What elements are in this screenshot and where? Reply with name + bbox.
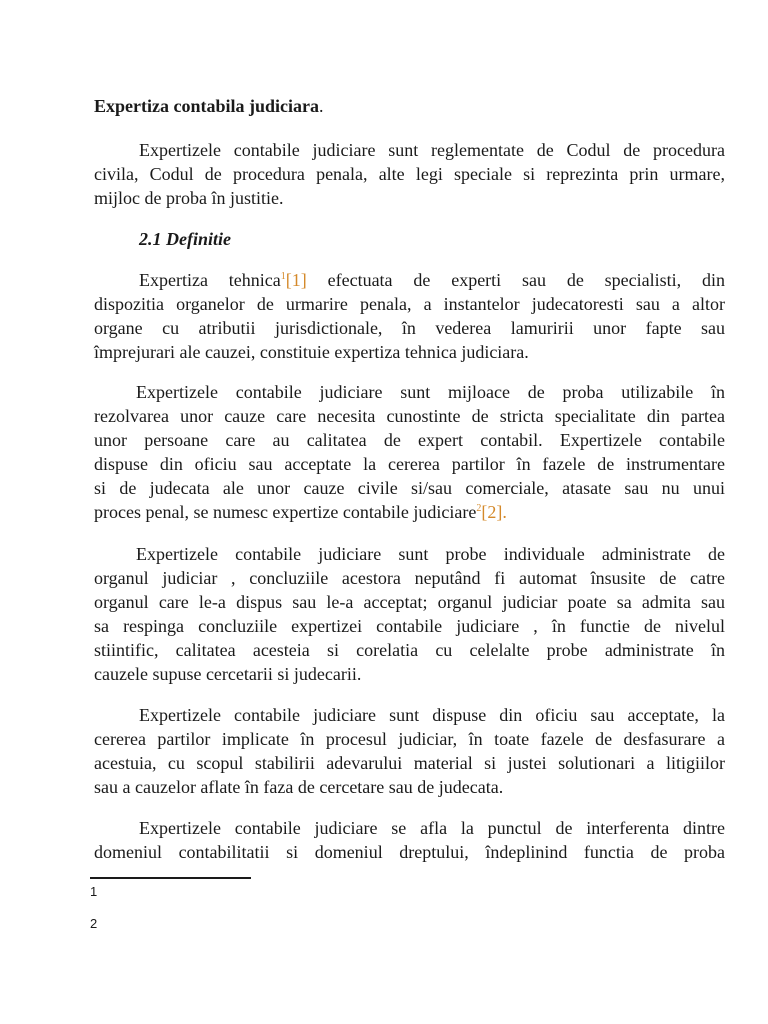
document-title-period: . bbox=[318, 96, 324, 116]
paragraph-intro bbox=[94, 138, 725, 210]
text-fragment: efectuata de experti sau de specialisti, din bbox=[306, 270, 725, 290]
text-line: unor persoane care au calitatea de expert contabil. Expertizele contabile bbox=[94, 430, 725, 450]
paragraph-definition bbox=[94, 268, 725, 364]
text-line: Expertizele contabile judiciare sunt probe individuale administrate de bbox=[136, 544, 725, 564]
paragraph-interference bbox=[94, 816, 725, 864]
text-line: acestuia, cu scopul stabilirii adevarului material si justei solutionari a litigiilor bbox=[94, 753, 725, 773]
text-line: organul judiciar , concluziile acestora neputând fi automat însusite de catre bbox=[94, 568, 725, 588]
text-fragment: proces penal, se numesc expertize contabile judiciare bbox=[94, 502, 477, 522]
text-line: Expertizele contabile judiciare sunt mijloace de proba utilizabile în bbox=[136, 382, 725, 402]
text-line: cauzele supuse cercetarii si judecarii. bbox=[94, 664, 362, 684]
text-line: civila, Codul de procedura penala, alte legi speciale si reprezinta prin urmare, bbox=[94, 164, 725, 184]
footnote-mark-1[interactable]: 1 bbox=[280, 271, 286, 282]
text-fragment: . bbox=[502, 502, 507, 522]
paragraph-ordered-ex-officio bbox=[94, 703, 725, 799]
text-line: Expertizele contabile judiciare sunt dispuse din oficiu sau acceptate, la bbox=[139, 705, 725, 725]
footnote-separator bbox=[90, 877, 251, 879]
section-heading: 2.1 Definitie bbox=[139, 229, 231, 249]
text-fragment: Expertiza tehnica bbox=[139, 270, 281, 290]
text-line: sa respinga concluziile expertizei contabile judiciare , în functie de nivelul bbox=[94, 616, 725, 636]
text-line bbox=[94, 500, 725, 524]
footnote-link-1[interactable]: [1] bbox=[285, 270, 307, 290]
text-line: domeniul contabilitatii si domeniul dreptului, îndeplinind functia de proba bbox=[94, 842, 725, 862]
text-line: mijloc de proba în justitie. bbox=[94, 188, 284, 208]
text-line: stiintific, calitatea acesteia si corelatia cu celelalte probe administrate în bbox=[94, 640, 725, 660]
text-line bbox=[94, 268, 725, 292]
text-line: si de judecata ale unor cauze civile si/sau comerciale, atasate sau nu unui bbox=[94, 478, 725, 498]
paragraph-individual-proofs bbox=[94, 542, 725, 686]
text-line: cererea partilor implicate în procesul judiciar, în toate fazele de desfasurare a bbox=[94, 729, 725, 749]
text-line: organul care le-a dispus sau le-a acceptat; organul judiciar poate sa admita sau bbox=[94, 592, 725, 612]
text-line: Expertizele contabile judiciare sunt reglementate de Codul de procedura bbox=[139, 140, 725, 160]
footnote-mark-2[interactable]: 2 bbox=[476, 503, 482, 514]
footnote-number-1: 1 bbox=[90, 884, 98, 899]
document-title bbox=[94, 95, 323, 117]
text-line: organe cu atributii jurisdictionale, în vederea lamuririi unor fapte sau bbox=[94, 318, 725, 338]
footnote-link-2[interactable]: [2] bbox=[481, 502, 503, 522]
text-line: dispuse din oficiu sau acceptate la cererea partilor în fazele de instrumentare bbox=[94, 454, 725, 474]
text-line: Expertizele contabile judiciare se afla la punctul de interferenta dintre bbox=[139, 818, 725, 838]
footnote-number-2: 2 bbox=[90, 916, 98, 931]
paragraph-means-of-proof bbox=[94, 380, 725, 524]
text-line: sau a cauzelor aflate în faza de cercetare sau de judecata. bbox=[94, 777, 504, 797]
text-line: dispozitia organelor de urmarire penala, a instantelor judecatoresti sau a altor bbox=[94, 294, 725, 314]
document-title-text: Expertiza contabila judiciara bbox=[94, 96, 319, 116]
text-line: rezolvarea unor cauze care necesita cunostinte de stricta specialitate din partea bbox=[94, 406, 725, 426]
text-line: împrejurari ale cauzei, constituie expertiza tehnica judiciara. bbox=[94, 342, 529, 362]
